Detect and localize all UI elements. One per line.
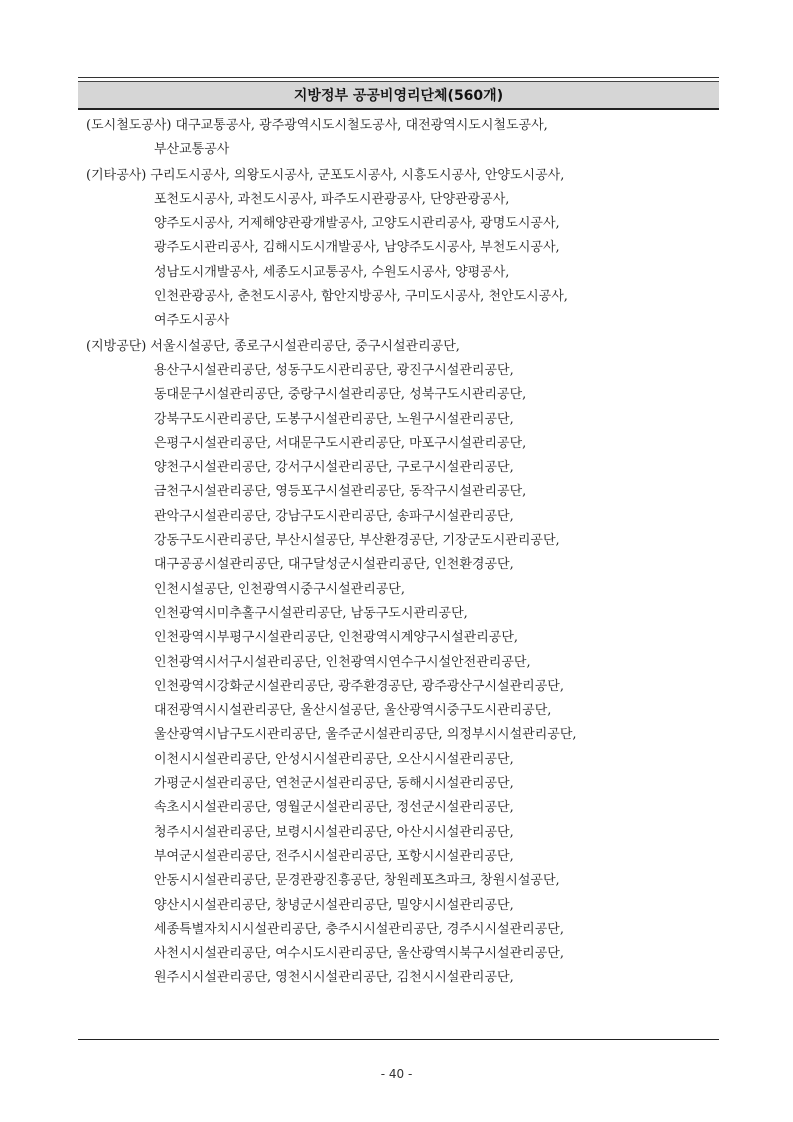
category-section bbox=[86, 114, 719, 163]
entity-line: 인천광역시강화군시설관리공단, 광주환경공단, 광주광산구시설관리공단, bbox=[154, 678, 564, 694]
entity-line: 포천도시공사, 과천도시공사, 파주도시관광공사, 단양관광공사, bbox=[154, 191, 510, 207]
entity-line: 성남도시개발공사, 세종도시교통공사, 수원도시공사, 양평공사, bbox=[154, 264, 510, 280]
entity-line: 인천관광공사, 춘천도시공사, 함안지방공사, 구미도시공사, 천안도시공사, bbox=[154, 289, 568, 305]
entity-line: 울산광역시남구도시관리공단, 울주군시설관리공단, 의정부시시설관리공단, bbox=[154, 727, 577, 743]
entity-line: 부산교통공사 bbox=[154, 142, 230, 158]
entity-list bbox=[86, 114, 719, 992]
entity-line: 대구공공시설관리공단, 대구달성군시설관리공단, 인천환경공단, bbox=[154, 557, 514, 573]
entity-line-text: 서울시설공단, 종로구시설관리공단, 중구시설관리공단, bbox=[150, 338, 460, 354]
entity-line: 대전광역시시설관리공단, 울산시설공단, 울산광역시중구도시관리공단, bbox=[154, 703, 552, 719]
entity-line: 양천구시설관리공단, 강서구시설관리공단, 구로구시설관리공단, bbox=[154, 460, 514, 476]
top-rule bbox=[78, 77, 719, 78]
page-title: 지방정부 공공비영리단체(560개) bbox=[293, 88, 504, 104]
entity-line-text: 대구교통공사, 광주광역시도시철도공사, 대전광역시도시철도공사, bbox=[175, 118, 548, 133]
entity-line: 인천시설공단, 인천광역시중구시설관리공단, bbox=[154, 581, 405, 597]
entity-line: 가평군시설관리공단, 연천군시설관리공단, 동해시시설관리공단, bbox=[154, 776, 514, 792]
page-number: - 40 - bbox=[380, 1067, 413, 1081]
table-header bbox=[78, 81, 719, 110]
entity-line: 강북구도시관리공단, 도봉구시설관리공단, 노원구시설관리공단, bbox=[154, 411, 514, 427]
entity-line: 은평구시설관리공단, 서대문구도시관리공단, 마포구시설관리공단, bbox=[154, 435, 527, 451]
entity-line: 인천광역시서구시설관리공단, 인천광역시연수구시설안전관리공단, bbox=[154, 654, 531, 670]
entity-line: 여주도시공사 bbox=[154, 313, 230, 329]
category-section bbox=[86, 335, 719, 991]
entity-line: 인천광역시부평구시설관리공단, 인천광역시계양구시설관리공단, bbox=[154, 630, 519, 646]
entity-line-text: 구리도시공사, 의왕도시공사, 군포도시공사, 시흥도시공사, 안양도시공사, bbox=[150, 167, 565, 183]
category-first-line bbox=[86, 335, 719, 359]
category-section bbox=[86, 164, 719, 334]
entity-line: 사천시시설관리공단, 여수시도시관리공단, 울산광역시북구시설관리공단, bbox=[154, 946, 564, 962]
entity-line: 안동시시설관리공단, 문경관광진흥공단, 창원레포츠파크, 창원시설공단, bbox=[154, 873, 560, 889]
entity-line: 원주시시설관리공단, 영천시시설관리공단, 김천시시설관리공단, bbox=[154, 970, 514, 986]
entity-line: 부여군시설관리공단, 전주시시설관리공단, 포항시시설관리공단, bbox=[154, 848, 514, 864]
category-label: (기타공사) bbox=[86, 167, 147, 183]
category-first-line bbox=[86, 164, 719, 188]
entity-line: 동대문구시설관리공단, 중랑구시설관리공단, 성북구도시관리공단, bbox=[154, 387, 527, 403]
entity-line: 인천광역시미추홀구시설관리공단, 남동구도시관리공단, bbox=[154, 605, 468, 621]
entity-line: 금천구시설관리공단, 영등포구시설관리공단, 동작구시설관리공단, bbox=[154, 484, 527, 500]
entity-line: 세종특별자치시시설관리공단, 충주시시설관리공단, 경주시시설관리공단, bbox=[154, 921, 564, 937]
entity-line: 이천시시설관리공단, 안성시시설관리공단, 오산시시설관리공단, bbox=[154, 751, 514, 767]
entity-line: 광주도시관리공사, 김해시도시개발공사, 남양주도시공사, 부천도시공사, bbox=[154, 240, 560, 256]
entity-line: 양주도시공사, 거제해양관광개발공사, 고양도시관리공사, 광명도시공사, bbox=[154, 216, 560, 232]
entity-line: 양산시시설관리공단, 창녕군시설관리공단, 밀양시시설관리공단, bbox=[154, 897, 514, 913]
entity-line: 용산구시설관리공단, 성동구도시관리공단, 광진구시설관리공단, bbox=[154, 362, 514, 378]
entity-line: 속초시시설관리공단, 영월군시설관리공단, 정선군시설관리공단, bbox=[154, 800, 514, 816]
bottom-rule bbox=[78, 1039, 719, 1040]
category-first-line bbox=[86, 114, 719, 138]
entity-line: 관악구시설관리공단, 강남구도시관리공단, 송파구시설관리공단, bbox=[154, 508, 514, 524]
entity-line: 청주시시설관리공단, 보령시시설관리공단, 아산시시설관리공단, bbox=[154, 824, 514, 840]
category-label: (도시철도공사) bbox=[86, 118, 172, 133]
category-label: (지방공단) bbox=[86, 338, 147, 354]
entity-line: 강동구도시관리공단, 부산시설공단, 부산환경공단, 기장군도시관리공단, bbox=[154, 533, 560, 549]
